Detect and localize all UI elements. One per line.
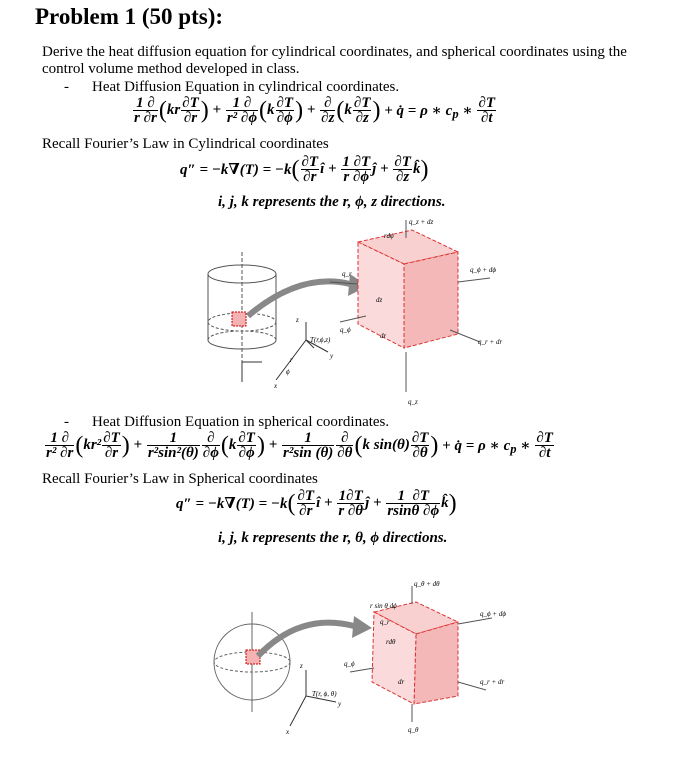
label-axis-x: x <box>274 382 278 390</box>
label-t-point: T(r,ϕ,z) <box>310 336 331 344</box>
sph-directions: i, j, k represents the r, θ, ϕ directions. <box>218 530 448 546</box>
small-axes <box>242 362 262 382</box>
spherical-figure <box>210 572 520 768</box>
label-sph-dr: dr <box>398 678 405 686</box>
label-qr-dr: q_r + dr <box>478 338 503 346</box>
label-qz-dz: q_z + dz <box>409 218 434 226</box>
cyl-fourier-law: q″ = −k∇(T) = −k( $\frac{\partial T}{\partial r}$ î + $\frac{1 \partial T}{r \partial\phi}$ ĵ + $\frac{\partial T}{\partial z}$ k̂) <box>180 154 429 185</box>
label-rdtheta: rdθ <box>386 638 396 646</box>
label-dr: dr <box>380 332 387 340</box>
label-sph-qr-dr: q_r + dr <box>480 678 505 686</box>
label-sph-axis-z: z <box>300 662 303 670</box>
sph-recall: Recall Fourier’s Law in Spherical coordinates <box>42 471 318 487</box>
label-qr: q_r <box>342 270 352 278</box>
label-sph-qphi-dphi: q_ϕ + dϕ <box>480 610 506 618</box>
label-qtheta-dtheta: q_θ + dθ <box>414 580 440 588</box>
label-axis-r: r <box>290 356 293 364</box>
label-qphi-dphi: q_ϕ + dϕ <box>470 266 496 274</box>
label-sph-t-point: T(r, ϕ, θ) <box>312 690 337 698</box>
label-qz: q_z <box>408 398 418 406</box>
label-sph-qr: q_r <box>380 618 390 626</box>
label-axis-phi: ϕ <box>286 368 290 376</box>
label-dz: dz <box>376 296 383 304</box>
sph-axes <box>290 670 336 726</box>
sph-heading: Heat Diffusion Equation in spherical coordinates. <box>92 414 390 430</box>
small-element <box>232 312 246 326</box>
label-sph-axis-x: x <box>286 728 290 736</box>
sph-heading-row: - Heat Diffusion Equation in spherical coordinates. <box>64 414 390 430</box>
cylindrical-figure <box>190 212 530 412</box>
problem-intro: Derive the heat diffusion equation for cylindrical coordinates, and spherical coordinates using the control volume method developed in class. <box>42 44 627 77</box>
cyl-heading-row: - Heat Diffusion Equation in cylindrical coordinates. <box>64 79 400 95</box>
problem-title: Problem 1 (50 pts): <box>35 4 224 29</box>
cyl-element-block <box>358 230 458 348</box>
label-rdphi: rdϕ <box>384 232 394 240</box>
label-axis-y: y <box>330 352 334 360</box>
label-sph-axis-y: y <box>338 700 342 708</box>
cyl-recall: Recall Fourier’s Law in Cylindrical coordinates <box>42 136 329 152</box>
cyl-directions: i, j, k represents the r, ϕ, z directions. <box>218 194 446 210</box>
label-rsintheta-dphi: r sin θ dϕ <box>370 602 397 610</box>
label-qtheta: q_θ <box>408 726 419 734</box>
sph-big-arrow-head <box>352 616 372 638</box>
cyl-heat-equation: $\frac{1 \partial}{r \partial r}$ (kr $\frac{\partial T}{\partial r}$ ) + $\frac{1 \partial}{\text{r² ∂ϕ}}$ (k $\frac{\partial T}{\partial\phi}$ ) + $\frac{\partial}{\partial z}$ (k $\frac{\partial T}{\partial z}$ ) + q̇ = ρ ∗ $c_p$ ∗ $\frac{\partial T}{\partial t}$ <box>134 95 496 126</box>
sph-big-arrow <box>258 623 354 656</box>
label-qphi: q_ϕ <box>340 326 351 334</box>
label-sph-qphi: q_ϕ <box>344 660 355 668</box>
big-arrow <box>248 281 350 316</box>
cyl-axes <box>276 322 328 380</box>
sph-fourier-law: q″ = −k∇(T) = −k( $\frac{\partial T}{\partial r}$ î + $\frac{1\partial T}{r \partial\theta}$ ĵ + $\frac{1 \partial T}{rsin\theta \partial\phi}$ k̂) <box>176 488 457 519</box>
cyl-heading: Heat Diffusion Equation in cylindrical coordinates. <box>92 79 400 95</box>
label-axis-z: z <box>296 316 299 324</box>
sph-heat-equation: $\frac{1 \partial}{\text{r² ∂r}}$ (kr² $\frac{\partial T}{\partial r}$ ) + $\frac{1}{\text{r²sin²(θ)}}$ $\frac{\partial}{\partial\phi}$ (k $\frac{\partial T}{\partial\phi}$ ) + $\frac{1}{\text{r²sin (θ)}}$ $\frac{\partial}{\partial\theta}$ (k sin(θ) $\frac{\partial T}{\partial\theta}$ ) + q̇ = ρ ∗ $c_p$ ∗ $\frac{\partial T}{\partial t}$ <box>46 430 553 461</box>
